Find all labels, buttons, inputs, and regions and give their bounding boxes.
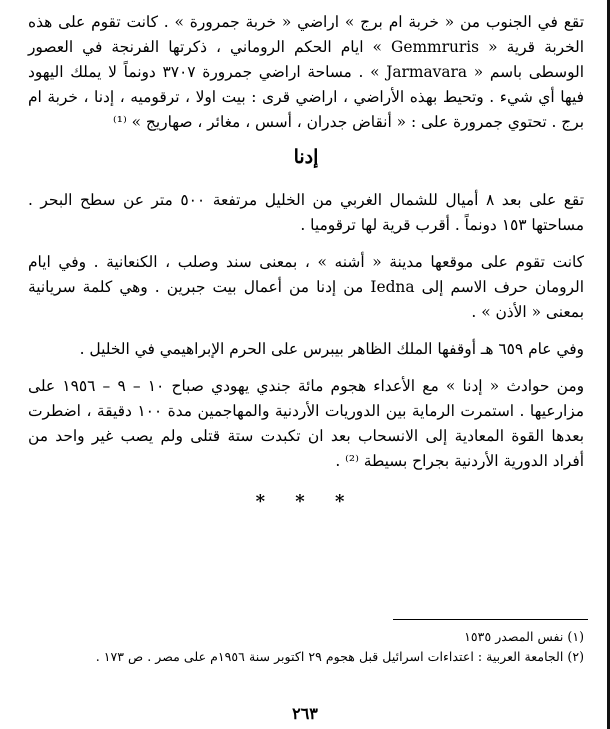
footnotes: [28, 627, 584, 667]
section-heading-idna: إدنا: [293, 146, 319, 168]
page-body: [28, 10, 584, 512]
paragraph-attack: ومن حوادث « إدنا » مع الأعداء هجوم مائة جندي يهودي صباح ١٠ – ٩ – ١٩٥٦ على مزارعيها . استمرت الرماية بين الدوريات الأردنية والمهاجمين مدة ١٠٠ دقيقة ، اضطرت بعدها القوة المعادية إلى الانسحاب بعد ان تكبدت ستة قتلى ولم يصب غير واحد من أفراد الدورية الأردنية بجراح بسيطة ⁽²⁾ .: [28, 377, 585, 470]
paragraph-baybars: وفي عام ٦٥٩ هـ أوقفها الملك الظاهر بيبرس على الحرم الإبراهيمي في الخليل .: [79, 340, 584, 358]
paragraph-location: تقع على بعد ٨ أميال للشمال الغربي من الخليل مرتفعة ٥٠٠ متر عن سطح البحر . مساحتها ١٥٣ دونماً . أقرب قرية لها ترقوميا .: [28, 191, 584, 234]
paragraph-jamrura: تقع في الجنوب من « خربة ام برج » اراضي « خربة جمرورة » . كانت تقوم على هذه الخربة قرية « Gemmruris » ايام الحكم الروماني ، ذكرتها الفرنجة في العصور الوسطى باسم « Jarmavara » . مساحة اراضي جمرورة ٣٧٠٧ دونماً لا يملك اليهود فيها أي شيء . وتحيط بهذه الأراضي ، اراضي قرى : بيت اولا ، ترقوميه ، إدنا ، خربة ام برج . تحتوي جمرورة على : « أنقاض جدران ، أسس ، مغائر ، صهاريج » ⁽¹⁾: [28, 13, 585, 131]
section-separator: * * *: [255, 491, 357, 512]
footnote-2: (٢) الجامعة العربية : اعتداءات اسرائيل قبل هجوم ٢٩ اكتوبر سنة ١٩٥٦م على مصر . ص ١٧٣ .: [95, 649, 584, 664]
paragraph-history: كانت تقوم على موقعها مدينة « أشنه » ، بمعنى سند وصلب ، الكنعانية . وفي ايام الرومان حرف الاسم إلى Iedna من إدنا من أعمال بيت جبرين . وهي كلمة سريانية بمعنى « الأذن » .: [28, 253, 585, 321]
footnote-1: (١) نفس المصدر ١٥٣٥: [464, 629, 584, 644]
footnote-divider: [393, 619, 588, 620]
page-number: ٢٦٣: [292, 704, 318, 723]
